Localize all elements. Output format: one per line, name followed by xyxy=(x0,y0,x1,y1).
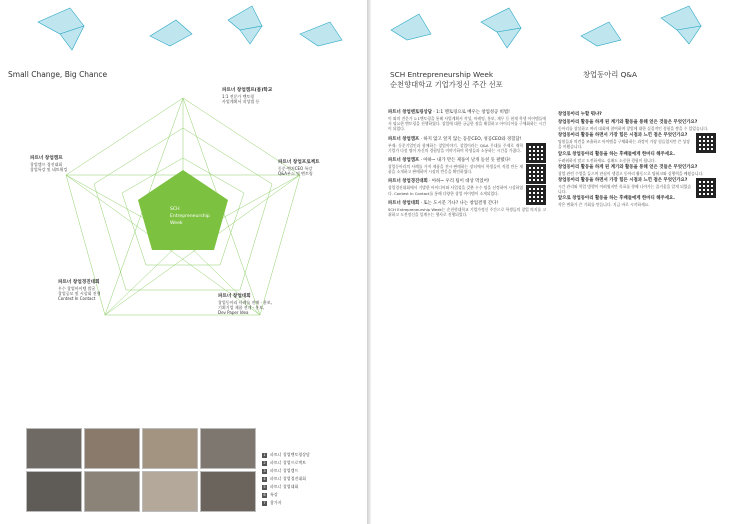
node-festival: 파트너 창업대회 창업동아리 사례를 전해 · 홍보, 기획기업 제품 전개 · 홍보, Dev Paper Idea xyxy=(218,294,272,315)
center-label-1: SCH xyxy=(170,207,180,212)
legend-item: 4 파트너 창업경진대회 xyxy=(263,476,307,481)
legend-item: 5 파트너 창업대회 xyxy=(263,484,299,489)
qa-item: 창업동아리 활동을 하게 된 계기와 활동을 통해 얻은 것들은 무엇인가요? 동아리를 창설하고 여러 대회에 참여하며 창업에 대한 실질적인 경험을 쌓을 수 있었습니다. xyxy=(558,120,709,131)
center-label-3: Week xyxy=(170,221,183,226)
event-photo xyxy=(26,428,82,469)
event-photo-grid xyxy=(26,428,256,512)
program-diagram xyxy=(0,80,367,340)
left-page xyxy=(0,0,367,524)
node-project: 파트너 창업프로젝트 동문·벤처CEO 특강 Q&A부스 및 멘토링 xyxy=(278,160,320,176)
legend-item: 1 파트너 창업멘토링상담 xyxy=(263,452,310,457)
title-english: SCH Entrepreneurship Week xyxy=(390,70,494,79)
event-photo xyxy=(84,428,140,469)
event-photo xyxy=(142,471,198,512)
left-page-heading: Small Change, Big Chance xyxy=(8,70,108,79)
program-section: 파트너 창업멘토링상담 · 1:1 멘토링으로 배우는 창업성공 비법! 이 외의 전문가 1:1멘토링을 통해 사업계획서 작성, 마케팅, 홍보, 재무 등 현재 학생 아이템들에서 필요한 멘토링을 진행하였다. 창업에 대한 궁금한 점을 해결하고 아이디어를 구체화하는 시간이 되었다. xyxy=(388,110,546,132)
legend-item: 3 파트너 창업캠프 xyxy=(263,468,299,473)
node-camp: 파트너 창업캠프 창업캠프 경진대회 창업특강 및 네트워킹 xyxy=(30,156,68,172)
qr-code-icon xyxy=(696,178,716,198)
right-page xyxy=(371,0,740,524)
event-photo xyxy=(200,471,256,512)
qa-item: 창업동아리 활동을 하게 된 계기와 활동을 통해 얻은 것들은 무엇인가요? 창업 관련 수업을 들으며 관심이 생겼고 동아리 활동으로 팀워크와 실행력을 배웠습니다. xyxy=(558,164,704,176)
title-korean: 순천향대학교 기업가정신 주간 선포 xyxy=(390,80,503,89)
origami-birds-illustration xyxy=(371,0,740,70)
program-section: 파트너 창업캠프 · 하지 않고 알지 않는 동문CEO, 성공CEO와 경험담! 부제: 동문기업인과 함께하는 창업이야기. 창업이라는 Q&A 무대를 주제로 재학 기업가 다섯 명이 자신의 경험담을 이야기하며 학생들과 소통하는 시간을 가졌다. xyxy=(388,137,546,153)
event-photo xyxy=(200,428,256,469)
program-section: 파트너 창업캠프 · 아하~ 내가 만든 제품이 날개 돋친 듯 팔렸다! 창업동아리의 사례를 가져 제품을 전시·판매하는 장터에서 학생들이 직접 만든 제품을 소개하고 판매하며 시장의 반응을 확인하였다. xyxy=(388,158,546,174)
program-column xyxy=(388,110,546,222)
qa-title: 창업동아리 Q&A xyxy=(583,70,637,79)
qa-item: 창업동아리 활동을 하면서 가장 힘든 시점과 느낀 점은 무엇인가요? 팀원들과 의견을 조율하고 아이템을 구체화하는 과정이 가장 힘들었지만 큰 성장을 이뤘습니다. xyxy=(558,133,716,149)
qa-column xyxy=(558,110,716,208)
right-page-title xyxy=(390,70,503,90)
qr-code-icon xyxy=(696,133,716,153)
origami-birds-illustration xyxy=(0,0,367,70)
event-photo xyxy=(84,471,140,512)
center-label-2: Entrepreneurship xyxy=(170,214,210,219)
legend-item: 2 파트너 창업프로젝트 xyxy=(263,460,307,465)
program-section: 파트너 창업경진대회 · 아하~ 우리 팀이 대상 먹었어! 창업경진대회에서 기발한 아이디어와 사업성을 갖춘 우수 팀을 선정하여 시상하였다. Contest In Contact를 통해 다양한 창업 아이템이 소개되었다. xyxy=(388,179,546,195)
node-mentoring: 파트너 창업캠프(봄)학교 1:1 전문가 멘토링 사업계획서 작성법 등 xyxy=(222,88,273,104)
legend-item: 7 참가자 xyxy=(263,500,282,505)
qa-item: 창업동아리 누할 뭐냐? xyxy=(558,112,602,117)
photo-legend xyxy=(262,451,310,507)
program-section: 파트너 창업대회 · 또는 도시문 가나? 나는 창업결정 간다! SCH Entrepreneurship Week는 순천향대학교 기업가정신 주간으로 학생들의 창업 의지를 고취하고 도전정신을 일깨우는 행사로 진행되었다. xyxy=(388,200,546,218)
event-photo xyxy=(142,428,198,469)
qa-item: 창업동아리 활동을 하면서 가장 힘든 시점과 느낀 점은 무엇인가요? 시간 관리와 학업 병행이 어려웠지만 목표를 향해 나아가는 즐거움을 알게 되었습니다. xyxy=(558,178,716,194)
event-photo xyxy=(26,471,82,512)
legend-item: 6 특강 xyxy=(263,492,278,497)
qa-item: 앞으로 창업동아리 활동을 하는 후배들에게 한마디 해주세요. 두려워하지 말고 도전하세요. 실패도 소중한 경험이 됩니다. xyxy=(558,151,675,163)
qa-item: 앞으로 창업동아리 활동을 하는 후배들에게 한마디 해주세요. 작은 변화가 큰 기회를 만듭니다. 지금 바로 시작하세요. xyxy=(558,196,675,208)
center-pentagon xyxy=(138,170,228,250)
node-contest: 파트너 창업경진대회 우수 창업아이템 발굴 창업공모 및 시상회 진행 Contest In Contact xyxy=(58,280,101,301)
